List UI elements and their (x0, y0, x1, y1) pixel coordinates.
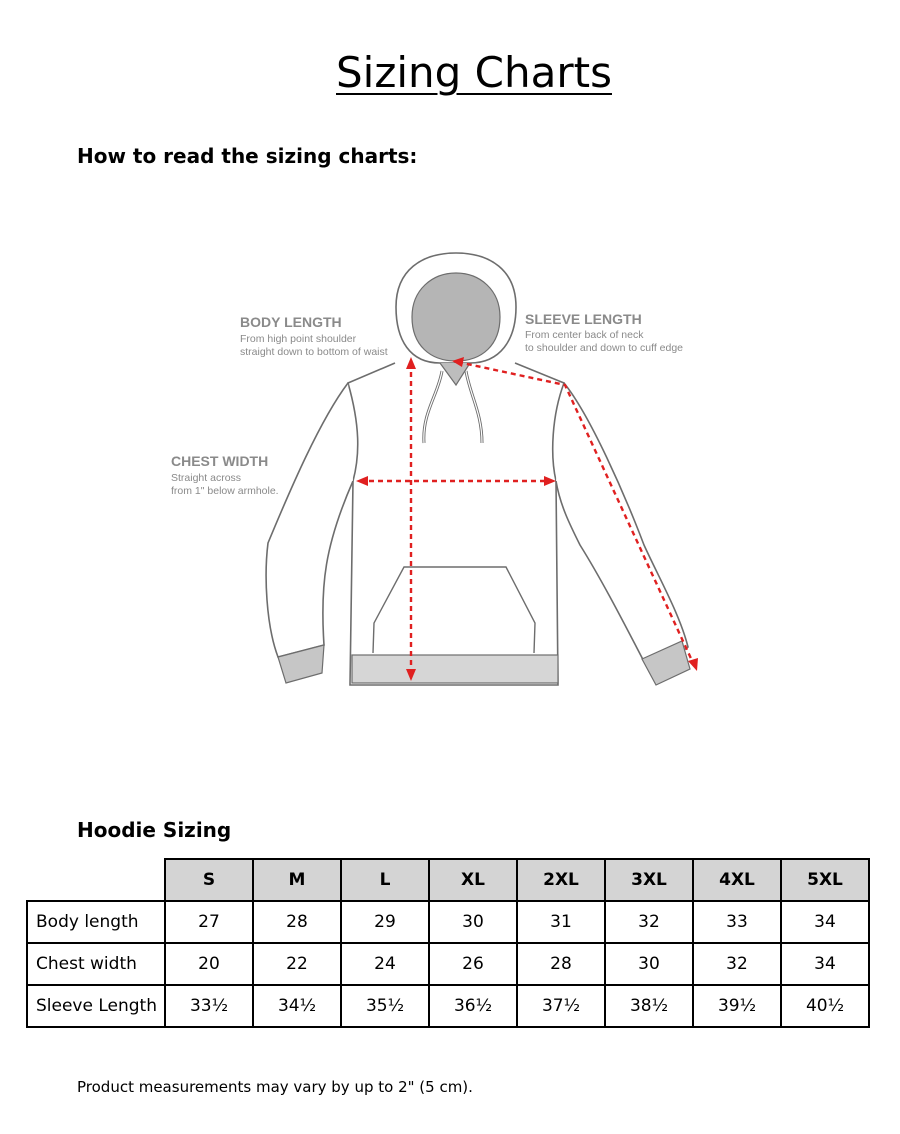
page-title: Sizing Charts (336, 48, 612, 97)
table-cell: 29 (341, 901, 429, 943)
table-cell: 33½ (165, 985, 253, 1027)
table-cell: 31 (517, 901, 605, 943)
body-length-title: BODY LENGTH (240, 314, 342, 330)
row-label: Body length (27, 901, 165, 943)
table-cell: 39½ (693, 985, 781, 1027)
table-cell: 33 (693, 901, 781, 943)
table-cell: 28 (517, 943, 605, 985)
chest-width-title: CHEST WIDTH (171, 453, 269, 469)
right-sleeve-outline (556, 383, 688, 673)
hoodie-body-outline (348, 363, 564, 685)
size-header-3xl: 3XL (605, 859, 693, 901)
how-to-heading: How to read the sizing charts: (77, 144, 418, 168)
size-header-5xl: 5XL (781, 859, 869, 901)
size-table-body (27, 901, 869, 1027)
measurement-footnote: Product measurements may vary by up to 2" (5 cm). (77, 1078, 473, 1096)
sleeve-length-line1: From center back of neck (525, 329, 644, 341)
size-header-2xl: 2XL (517, 859, 605, 901)
table-row (27, 985, 869, 1027)
table-cell: 24 (341, 943, 429, 985)
body-length-line1: From high point shoulder (240, 333, 357, 345)
table-cell: 27 (165, 901, 253, 943)
table-cell: 26 (429, 943, 517, 985)
table-cell: 38½ (605, 985, 693, 1027)
chest-width-line1: Straight across (171, 472, 242, 484)
chest-width-line2: from 1" below armhole. (171, 485, 279, 497)
hoodie-diagram (160, 245, 720, 695)
table-cell: 22 (253, 943, 341, 985)
table-cell: 32 (693, 943, 781, 985)
table-cell: 32 (605, 901, 693, 943)
body-length-line2: straight down to bottom of waist (240, 346, 388, 358)
header-corner (27, 859, 165, 901)
row-label: Chest width (27, 943, 165, 985)
table-cell: 30 (429, 901, 517, 943)
waistband (352, 655, 558, 683)
table-row (27, 943, 869, 985)
table-cell: 37½ (517, 985, 605, 1027)
size-header-xl: XL (429, 859, 517, 901)
sleeve-length-title: SLEEVE LENGTH (525, 311, 642, 327)
table-cell: 34 (781, 943, 869, 985)
size-header-s: S (165, 859, 253, 901)
table-cell: 40½ (781, 985, 869, 1027)
table-row (27, 901, 869, 943)
sleeve-length-line2: to shoulder and down to cuff edge (525, 342, 684, 354)
hoodie-illustration (160, 245, 720, 695)
row-label: Sleeve Length (27, 985, 165, 1027)
table-cell: 20 (165, 943, 253, 985)
size-header-l: L (341, 859, 429, 901)
table-cell: 34½ (253, 985, 341, 1027)
size-header-4xl: 4XL (693, 859, 781, 901)
hoodie-sizing-table (26, 858, 870, 1028)
hood-opening (412, 273, 500, 361)
table-cell: 35½ (341, 985, 429, 1027)
table-cell: 30 (605, 943, 693, 985)
table-cell: 36½ (429, 985, 517, 1027)
size-header-m: M (253, 859, 341, 901)
left-sleeve-outline (266, 383, 353, 657)
table-cell: 28 (253, 901, 341, 943)
table-cell: 34 (781, 901, 869, 943)
size-header-row (27, 859, 869, 901)
hoodie-sizing-heading: Hoodie Sizing (77, 818, 232, 842)
